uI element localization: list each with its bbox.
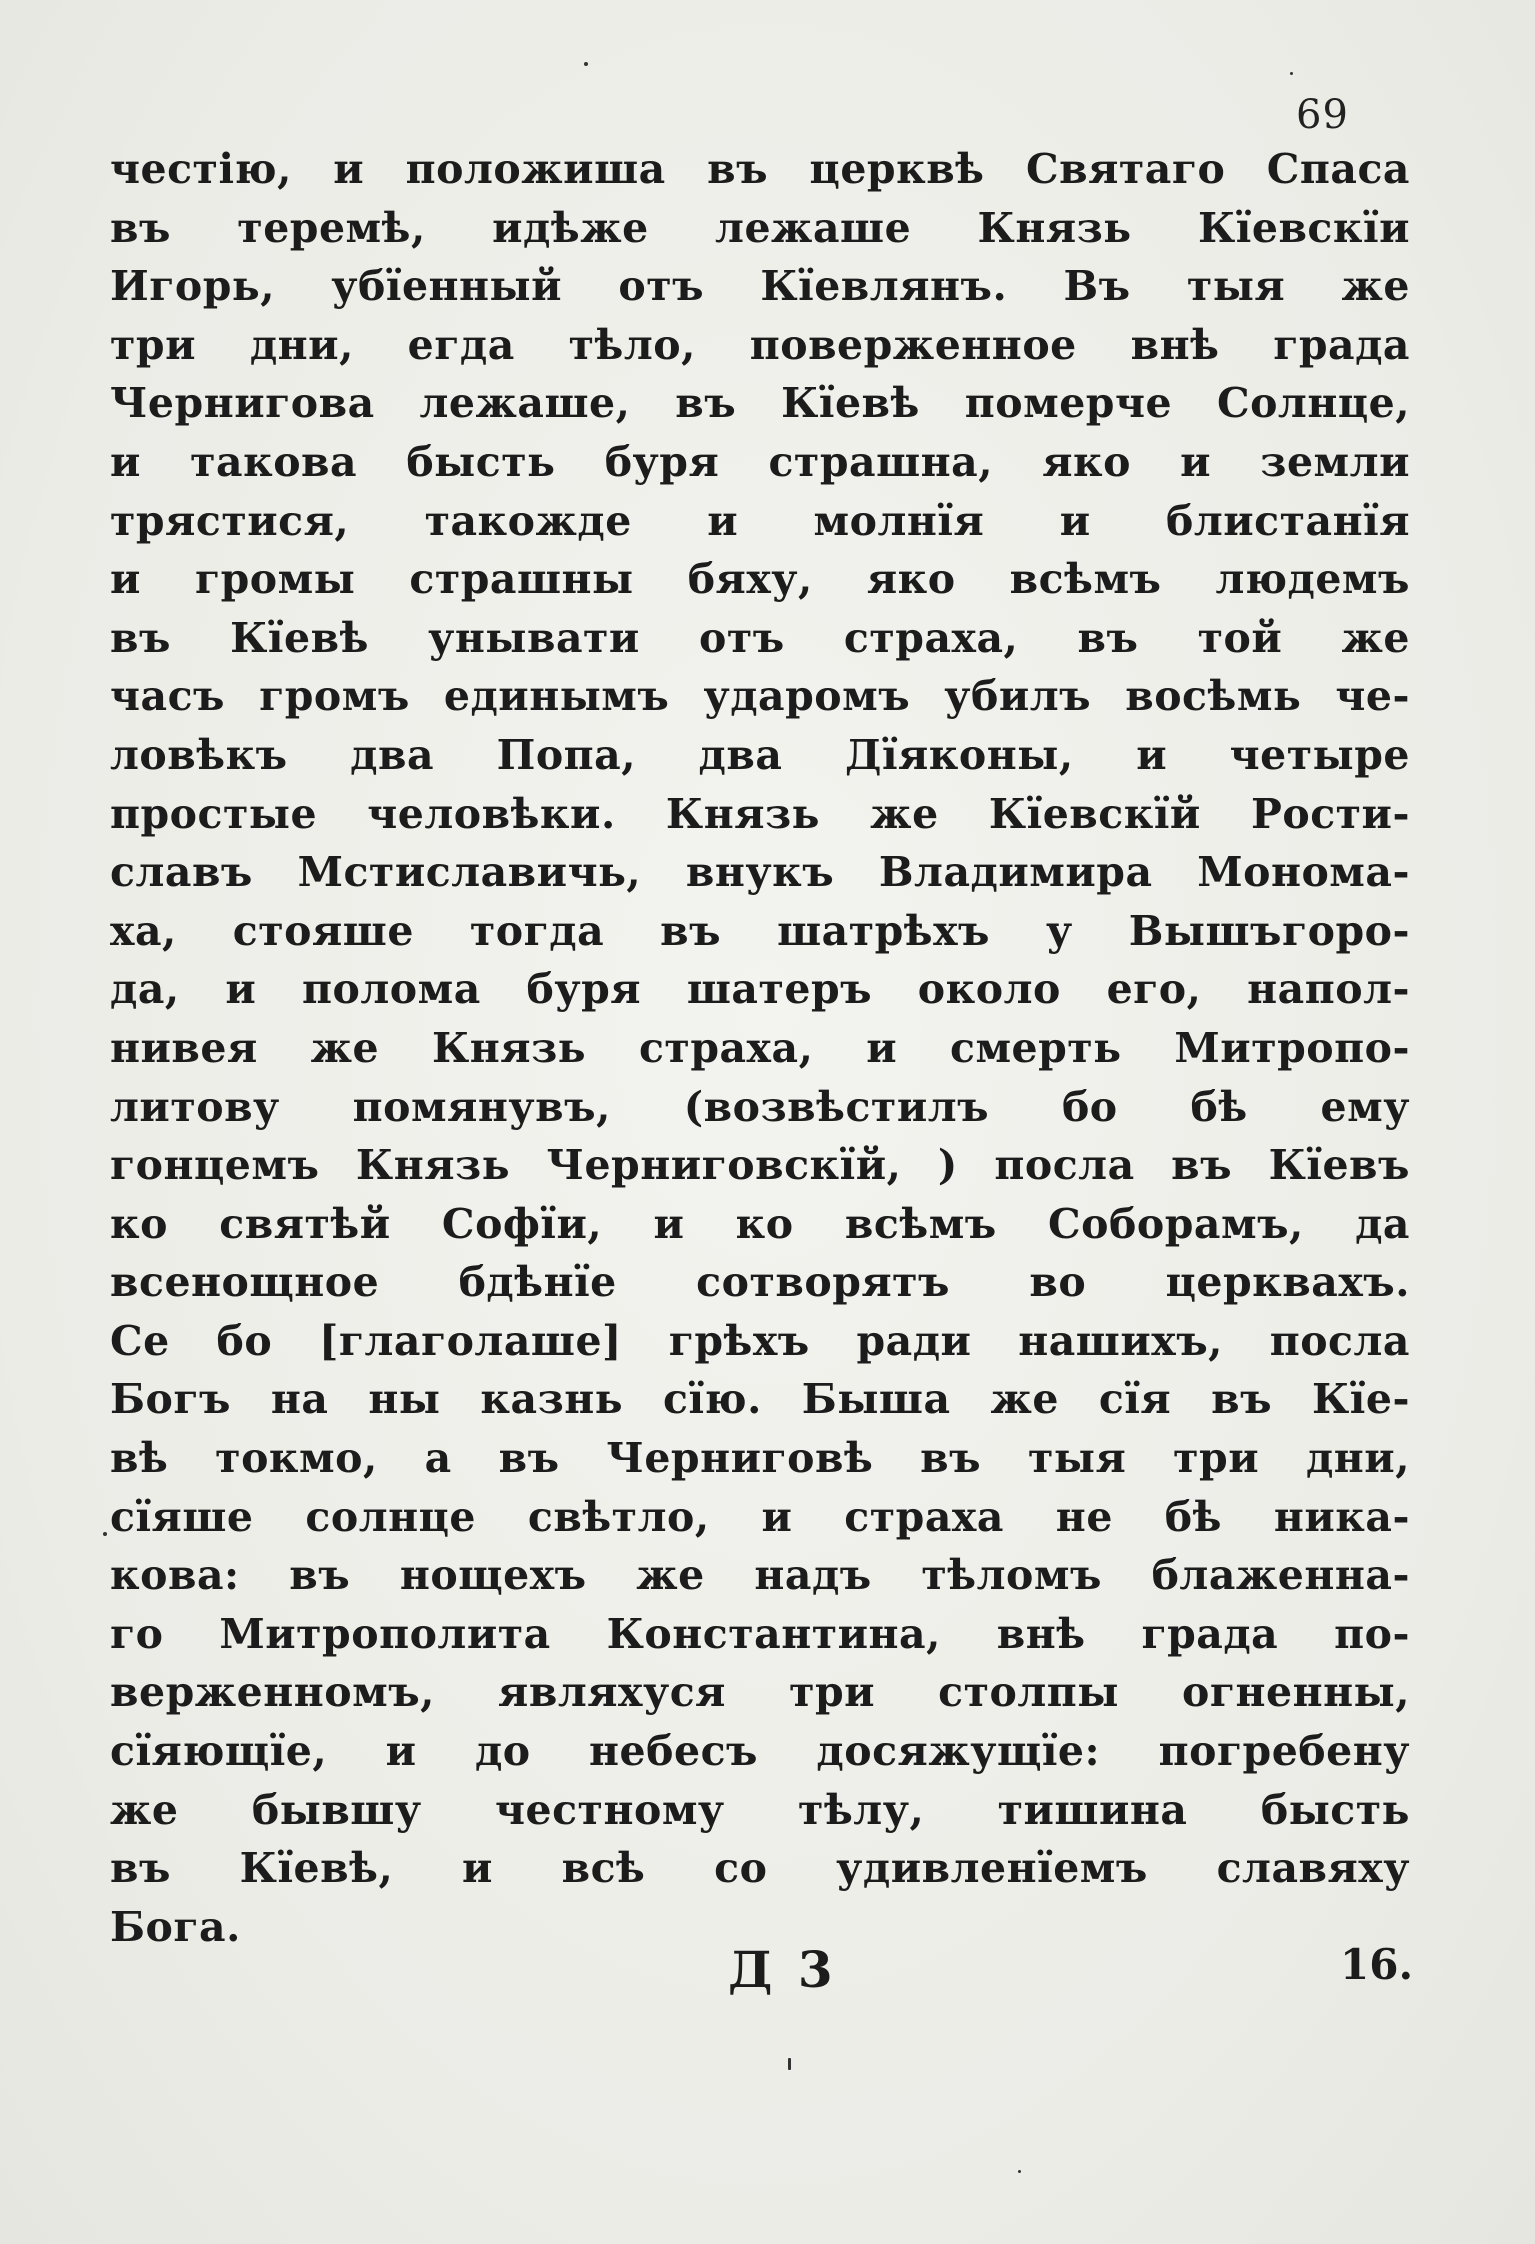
text-line: сїяющїе, и до небесъ досяжущїе: погребену xyxy=(110,1727,1410,1776)
text-line: трястися, такожде и молнїя и блистанїя xyxy=(110,496,1410,545)
text-line: въ теремѣ, идѣже лежаше Князь Кїевскїи xyxy=(110,203,1410,252)
text-line: и громы страшны бяху, яко всѣмъ людемъ xyxy=(110,555,1410,604)
page-number: 69 xyxy=(1296,92,1349,138)
text-line: литову помянувъ, (возвѣстилъ бо бѣ ему xyxy=(110,1082,1410,1131)
text-line: кова: въ нощехъ же надъ тѣломъ блаженна- xyxy=(110,1551,1410,1600)
paper-speck xyxy=(1290,72,1293,75)
text-line: часъ громъ единымъ ударомъ убилъ восѣмь че- xyxy=(110,672,1410,721)
text-line: три дни, егда тѣло, поверженное внѣ града xyxy=(110,320,1410,369)
text-line: Бога. xyxy=(110,1902,241,1951)
text-line: же бывшу честному тѣлу, тишина бысть xyxy=(110,1785,1410,1834)
signature-mark: Д 3 xyxy=(728,1940,837,1999)
paper-speck xyxy=(103,1532,107,1536)
text-line: да, и полома буря шатеръ около его, напол- xyxy=(110,965,1410,1014)
text-line: въ Кїевѣ унывати отъ страха, въ той же xyxy=(110,613,1410,662)
body-text xyxy=(110,140,1410,1956)
text-line: Игорь, убїенный отъ Кїевлянъ. Въ тыя же xyxy=(110,262,1410,311)
text-line: нивея же Князь страха, и смерть Митропо- xyxy=(110,1023,1410,1072)
text-line: Се бо [глаголаше] грѣхъ ради нашихъ, посла xyxy=(110,1316,1410,1365)
text-line: ловѣкъ два Попа, два Дїяконы, и четыре xyxy=(110,730,1410,779)
text-line: ко святѣй Софїи, и ко всѣмъ Соборамъ, да xyxy=(110,1199,1410,1248)
text-line: вѣ токмо, а въ Черниговѣ въ тыя три дни, xyxy=(110,1434,1410,1483)
text-line: верженномъ, являхуся три столпы огненны, xyxy=(110,1668,1410,1717)
text-line: честію, и положиша въ церквѣ Святаго Спаса xyxy=(110,145,1410,193)
text-line: го Митрополита Константина, внѣ града по- xyxy=(110,1609,1410,1658)
text-line: Богъ на ны казнь сїю. Быша же сїя въ Кїе- xyxy=(110,1375,1410,1424)
paper-speck xyxy=(584,62,588,66)
catchword: 16. xyxy=(1340,1940,1414,1989)
text-line: всенощное бдѣнїе сотворятъ во церквахъ. xyxy=(110,1258,1410,1307)
paper-speck xyxy=(1018,2170,1021,2173)
text-line: гонцемъ Князь Черниговскїй, ) посла въ Кїевъ xyxy=(110,1141,1410,1190)
text-line: и такова бысть буря страшна, яко и земли xyxy=(110,437,1410,486)
text-line: въ Кїевѣ, и всѣ со удивленїемъ славяху xyxy=(110,1844,1410,1893)
text-line: славъ Мстиславичь, внукъ Владимира Монома- xyxy=(110,848,1410,897)
text-line: ха, стояше тогда въ шатрѣхъ у Вышъгоро- xyxy=(110,906,1410,955)
paper-speck xyxy=(788,2058,791,2070)
text-line: сїяше солнце свѣтло, и страха не бѣ ника- xyxy=(110,1492,1410,1541)
text-line: Чернигова лежаше, въ Кїевѣ померче Солнце, xyxy=(110,379,1410,428)
text-line: простые человѣки. Князь же Кїевскїй Рости- xyxy=(110,789,1410,838)
